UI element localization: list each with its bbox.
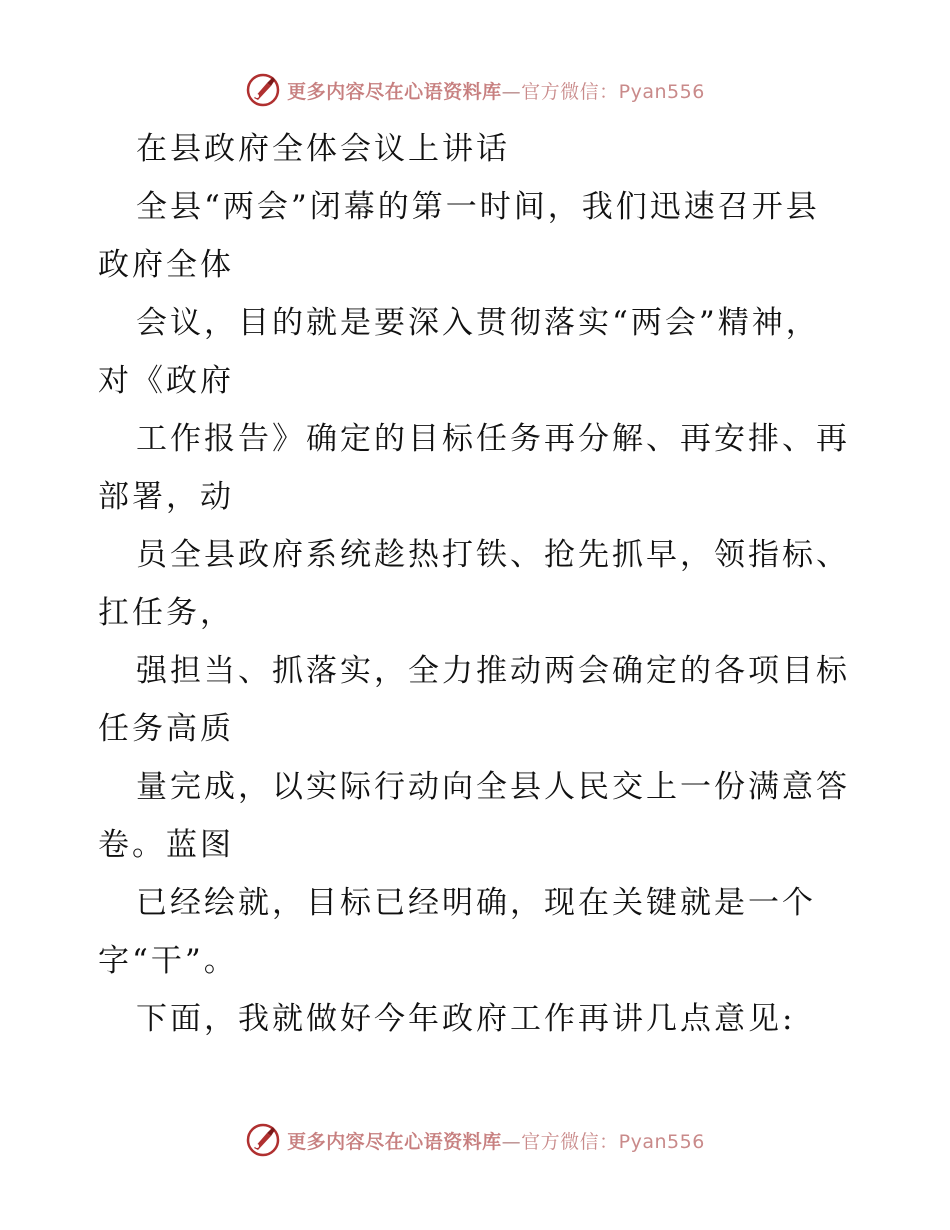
- document-line: 强担当、抓落实，全力推动两会确定的各项目标: [136, 653, 850, 689]
- watermark-wechat-text: 官方微信：Pyan556: [521, 1130, 705, 1153]
- document-line: 已经绘就，目标已经明确，现在关键就是一个: [136, 885, 816, 921]
- document-line: 会议，目的就是要深入贯彻落实“两会”精神，: [136, 305, 820, 341]
- document-line: 部署，动: [98, 479, 234, 515]
- header-watermark-banner: [0, 68, 950, 112]
- document-line: 字“干”。: [98, 943, 238, 979]
- document-line: 员全县政府系统趁热打铁、抢先抓早，领指标、: [136, 537, 850, 573]
- document-line: 卷。蓝图: [98, 827, 234, 863]
- watermark-wechat-text: 官方微信：Pyan556: [521, 80, 705, 103]
- document-line: 对《政府: [98, 363, 234, 399]
- document-body: [98, 120, 858, 1048]
- watermark-group: [245, 72, 705, 108]
- document-line: 全县“两会”闭幕的第一时间，我们迅速召开县: [136, 189, 820, 225]
- document-line: 下面，我就做好今年政府工作再讲几点意见:: [136, 1001, 796, 1037]
- watermark-dash: —: [501, 1130, 522, 1153]
- watermark-main-text: 更多内容尽在心语资料库: [287, 1130, 502, 1153]
- document-line: 工作报告》确定的目标任务再分解、再安排、再: [136, 421, 850, 457]
- footer-watermark-banner: [0, 1118, 950, 1162]
- document-line: 量完成，以实际行动向全县人民交上一份满意答: [136, 769, 850, 805]
- quill-logo-icon: [245, 72, 281, 108]
- watermark-group: [245, 1122, 705, 1158]
- watermark-main-text: 更多内容尽在心语资料库: [287, 80, 502, 103]
- document-line: 政府全体: [98, 247, 234, 283]
- document-line: 扛任务，: [98, 595, 234, 631]
- watermark-text: [287, 1127, 705, 1154]
- document-line: 在县政府全体会议上讲话: [136, 131, 510, 167]
- watermark-text: [287, 77, 705, 104]
- document-line: 任务高质: [98, 711, 234, 747]
- quill-logo-icon: [245, 1122, 281, 1158]
- watermark-dash: —: [501, 80, 522, 103]
